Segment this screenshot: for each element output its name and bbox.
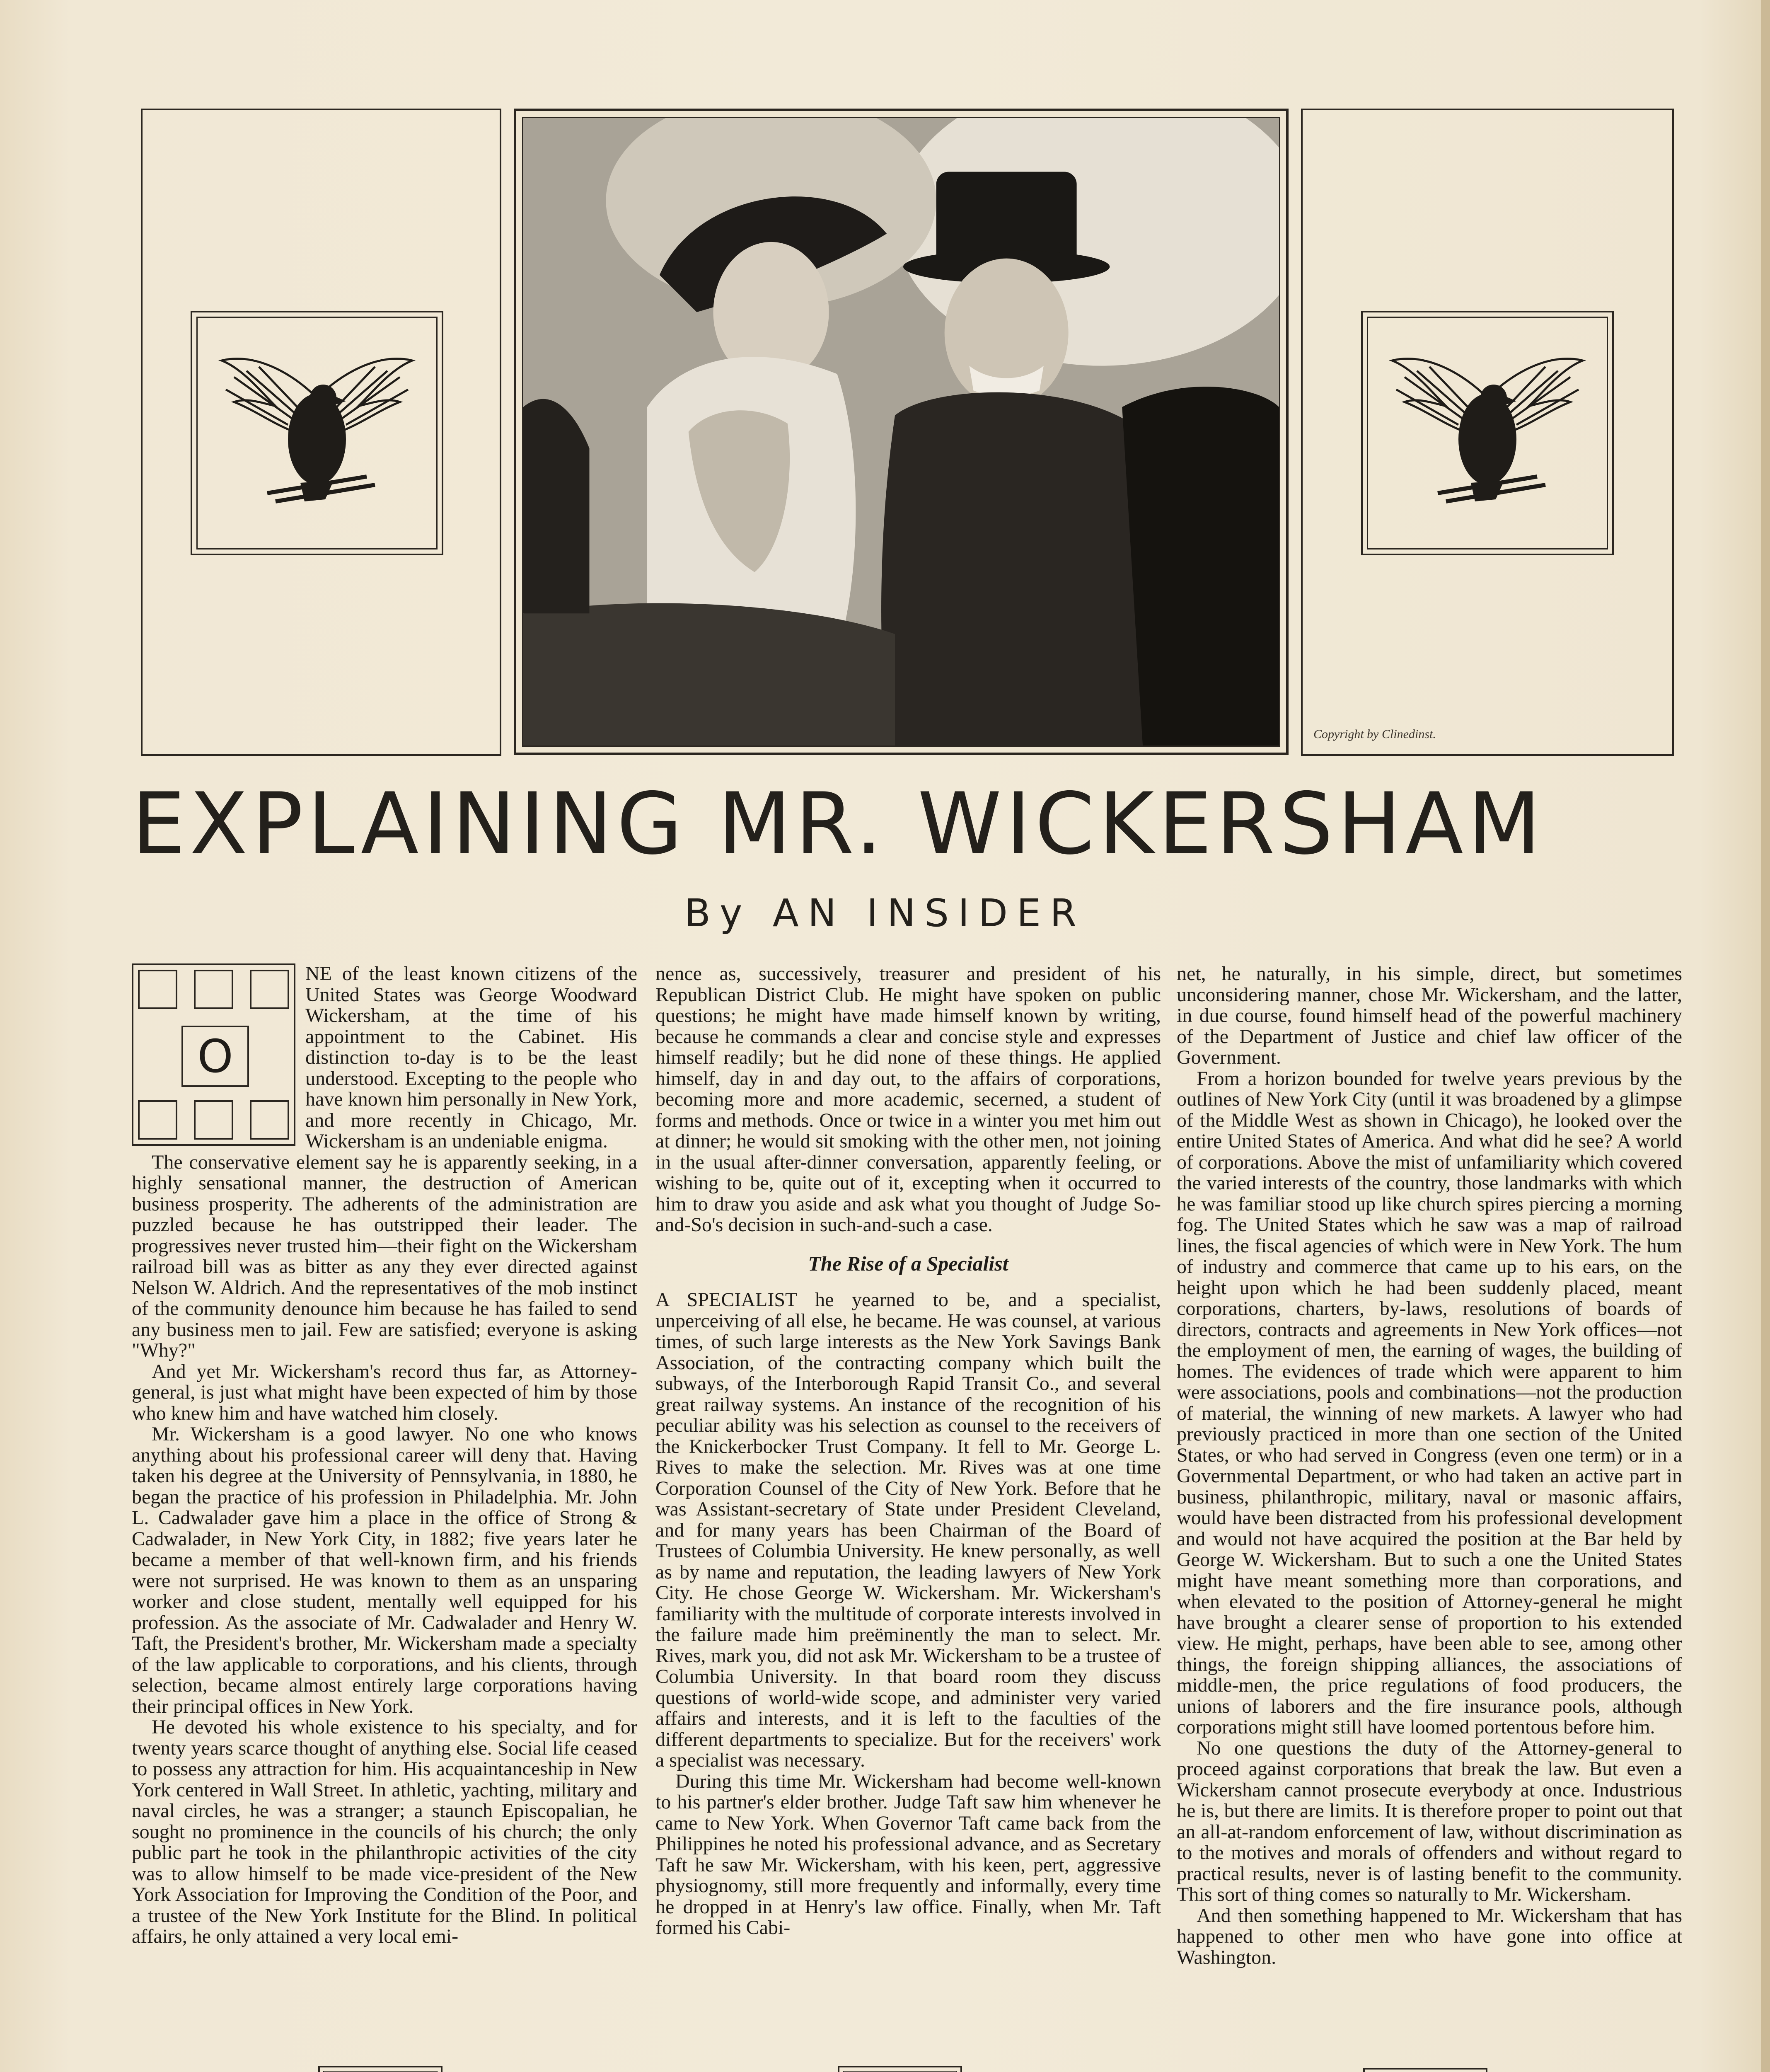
- column-2: [655, 963, 1161, 1939]
- portrait-photo: [514, 109, 1289, 755]
- paragraph: The conservative element say he is apparently seeking, in a highly sensational manner, the destruction of American business prosperity. The adherents of the administration are puzzled because he has outstripped their leader. The progressives never trusted him—their fight on the Wickersham railroad bill was as bitter as any they ever directed against Nelson W. Aldrich. And the representatives of the mob instinct of the community denounce him because he has failed to send any business men to jail. Few are satisfied; everyone is asking "Why?": [132, 1151, 637, 1361]
- column-1: [132, 963, 637, 1947]
- eagle-icon: [1380, 336, 1595, 530]
- subheading: The Rise of a Specialist: [808, 1251, 1008, 1275]
- eagle-icon: [209, 336, 425, 530]
- paragraph: nence as, successively, treasurer and president of his Republican District Club. He might have spoken on public questions; he might have made himself known by writing, because he commands a clear and concise style and expresses himself readily; but he did none of these things. He applied himself, day in and day out, to the affairs of corporations, becoming more and more academic, secerned, a student of forms and methods. Once or twice in a winter you met him out at dinner; he would sit smoking with the other men, not joining in the usual after-dinner conversation, apparently feeling, or wishing to be, quite out of it, excepting when it occurred to him to draw you aside and ask what you thought of Judge So-and-So's decision in such-and-such a case.: [655, 963, 1161, 1236]
- right-eagle-emblem: [1361, 311, 1614, 555]
- paragraph: net, he naturally, in his simple, direct, but sometimes unconsidering manner, chose Mr. Wickersham, and the latter, in due course, found himself head of the powerful machinery of the Department of Justice and chief law officer of the Government.: [1177, 963, 1682, 1068]
- paragraph: No one questions the duty of the Attorney-general to proceed against corporations that break the law. But even a Wickersham cannot prosecute everybody at once. Industrious he is, but there are limits. It is therefore proper to point out that an all-at-random enforcement of law, without discrimination as to the motives and morals of offenders and without regard to practical results, never is of lasting benefit to the community. This sort of thing comes so naturally to Mr. Wickersham.: [1177, 1737, 1682, 1905]
- column-3: [1177, 963, 1682, 1968]
- paragraph: Mr. Wickersham is a good lawyer. No one who knows anything about his professional career will deny that. Having taken his degree at the University of Pennsylvania, in 1880, he began the practice of his profession in Philadelphia. Mr. John L. Cadwalader gave him a place in the office of Strong & Cadwalader, in New York City, in 1882; five years later he became a member of that well-known firm, and his friends were not surprised. He was known to them as an unsparing worker and close student, mentally well equipped for his profession. As the associate of Mr. Cadwalader and Henry W. Taft, the President's brother, Mr. Wickersham made a specialty of the law applicable to corporations, and his clients, through selection, became almost entirely large corporations having their principal offices in New York.: [132, 1423, 637, 1717]
- left-eagle-emblem: [191, 311, 443, 555]
- photo-credit: Copyright by Clinedinst.: [1313, 727, 1436, 741]
- paragraph: And yet Mr. Wickersham's record thus far, as Attorney-general, is just what might have been expected of him by those who knew him and have watched him closely.: [132, 1360, 637, 1424]
- paragraph: NE of the least known citizens of the United States was George Woodward Wickersham, at the time of his appointment to the Cabinet. His distinction to-day is to be the least understood. Excepting to the people who have known him personally in New York, and more recently in Chicago, Mr. Wickersham is an undeniable enigma.: [305, 963, 637, 1152]
- bottom-eagle-inset-3: [1363, 2068, 1487, 2072]
- paragraph: A SPECIALIST he yearned to be, and a specialist, unperceiving of all else, he became. He was counsel, at various times, of such large interests as the New York Savings Bank Association, of the contracting company which built the subways, of the Interborough Rapid Transit Co., and several great railway systems. An instance of the recognition of his peculiar ability was his selection as counsel to the receivers of the Knickerbocker Trust Company. It fell to Mr. George L. Rives to make the selection. Mr. Rives was at one time Corporation Counsel of the City of New York. Before that he was Assistant-secretary of State under President Cleveland, and for many years has been Chairman of the Board of Trustees of Columbia University. He knew personally, as well as by name and reputation, the leading lawyers of New York City. He chose George W. Wickersham. Mr. Wickersham's familiarity with the multitude of corporate interests involved in the failure made him preëminently the man to select. Mr. Rives, mark you, did not ask Mr. Wickersham to be a trustee of Columbia University. In that board room they discuss questions of world-wide scope, and administer very varied affairs and interests, and it is left to the faculties of the different departments to specialize. But for the receivers' work a specialist was necessary.: [655, 1289, 1161, 1771]
- bottom-eagle-inset-1: [318, 2066, 442, 2072]
- headline: EXPLAINING MR. WICKERSHAM: [132, 775, 1545, 874]
- paragraph: He devoted his whole existence to his specialty, and for twenty years scarce thought of anything else. Social life ceased to possess any attraction for him. His acquaintanceship in New York centered in Wall Street. In athletic, yachting, military and naval circles, he was a stranger; a staunch Episcopalian, he sought no prominence in the councils of his church; the only public part he took in the philanthropic activities of the city was to allow himself to be made vice-president of the New York Association for Improving the Condition of the Poor, and a trustee of the New York Institute for the Blind. In political affairs, he only attained a very local emi-: [132, 1716, 637, 1947]
- paragraph: And then something happened to Mr. Wickersham that has happened to other men who have gone into office at Washington.: [1177, 1904, 1682, 1968]
- byline: By AN INSIDER: [684, 891, 1086, 935]
- drop-cap: [132, 963, 295, 1146]
- paragraph: From a horizon bounded for twelve years previous by the outlines of New York City (until it was broadened by a glimpse of the Middle West as shown in Chicago), he looked over the entire United States of America. And what did he see? A world of corporations. Above the mist of unfamiliarity which covered the varied interests of the country, those landmarks with which he was familiar stood up like church spires piercing a morning fog. The United States which he saw was a map of railroad lines, the fiscal agencies of which were in New York. The hum of industry and commerce that came up to his ears, on the height upon which he had been suddenly placed, meant corporations, charters, by-laws, resolutions of boards of directors, contracts and agreements in New York offices—not the employment of men, the earning of wages, the building of homes. The evidences of trade which were apparent to him were associations, pools and combinations—not the production of material, the winning of new markets. A lawyer who had previously practiced in more than one section of the United States, or who had served in Congress (even one term) or in a Governmental Department, or who had taken an active part in business, philanthropic, military, naval or masonic affairs, would have been distracted from his professional development and would not have acquired the position at the Bar held by George W. Wickersham. But to such a one the United States might have meant something more than corporations, and when elevated to the position of Attorney-general he might have brought a clearer sense of proportion to his extended view. He might, perhaps, have been able to see, among other things, the foreign shipping alliances, the associations of middle-men, the price regulations of food producers, the unions of laborers and the fire insurance pools, although corporations might still have loomed portentous before him.: [1177, 1067, 1682, 1738]
- bottom-eagle-inset-2: [838, 2066, 962, 2072]
- drop-cap-letter: O: [181, 1026, 249, 1087]
- photo-image: [522, 117, 1280, 747]
- paragraph: During this time Mr. Wickersham had become well-known to his partner's elder brother. Judge Taft saw him whenever he came to New York. When Governor Taft came back from the Philippines he noted his professional advance, and as Secretary Taft he saw Mr. Wickersham, with his keen, pert, aggressive physiognomy, still more frequently and informally, every time he dropped in at Henry's law office. Finally, when Mr. Taft formed his Cabi-: [655, 1770, 1161, 1939]
- page-edge: [1761, 0, 1770, 2072]
